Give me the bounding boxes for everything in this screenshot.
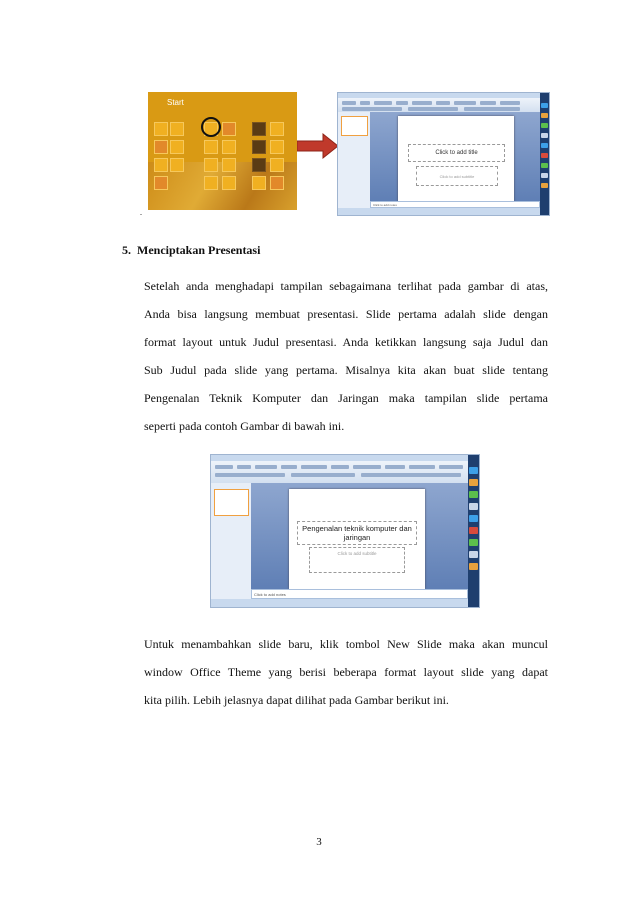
title-placeholder: Click to add title [408, 144, 505, 162]
highlight-circle [201, 117, 221, 137]
tile [154, 158, 168, 172]
figure-mark: . [140, 208, 142, 217]
subtitle-placeholder: Click to add subtitle [416, 166, 498, 186]
tile [252, 122, 266, 136]
title-text-box: Pengenalan teknik komputer dan jaringan [297, 521, 417, 545]
tile [222, 176, 236, 190]
tile [204, 140, 218, 154]
tile [204, 176, 218, 190]
slide-thumbnail [341, 116, 368, 136]
slide-thumbnail [214, 489, 249, 516]
tile [252, 140, 266, 154]
paragraph-1 [144, 272, 548, 440]
ribbon [338, 98, 549, 113]
subtitle-placeholder: Click to add subtitle [309, 547, 405, 573]
tile [222, 122, 236, 136]
powerpoint-screenshot [337, 92, 550, 216]
notes-pane: Click to add notes [251, 589, 468, 599]
start-screen-image [148, 92, 297, 210]
slide-thumbnails-pane [211, 483, 252, 599]
status-bar [338, 208, 540, 215]
taskbar [540, 93, 549, 215]
text-line: Sub Judul pada slide yang pertama. Misalnya kita akan buat slide tentang [144, 363, 548, 377]
text-line: format layout untuk Judul presentasi. Anda ketikkan langsung saja Judul dan [144, 335, 548, 349]
slide [289, 489, 425, 589]
tile [204, 158, 218, 172]
text-line: Pengenalan Teknik Komputer dan Jaringan maka tampilan slide pertama [144, 391, 548, 405]
start-label: Start [167, 98, 184, 107]
tile [270, 158, 284, 172]
taskbar [468, 455, 479, 607]
arrow-right-icon [297, 132, 339, 160]
slide-canvas [370, 112, 540, 201]
paragraph-2 [144, 630, 548, 714]
slide-canvas [251, 483, 468, 589]
slide-thumbnails-pane [338, 112, 371, 208]
ribbon [211, 461, 479, 484]
notes-pane: Click to add notes [370, 201, 540, 208]
tile [252, 176, 266, 190]
tile [270, 122, 284, 136]
tile [170, 122, 184, 136]
text-line: window Office Theme yang berisi beberapa format layout slide yang dapat [144, 665, 548, 679]
tile [170, 158, 184, 172]
text-line: Setelah anda menghadapi tampilan sebagaimana terlihat pada gambar di atas, [144, 279, 548, 293]
tile [170, 140, 184, 154]
text-line: kita pilih. Lebih jelasnya dapat dilihat pada Gambar berikut ini. [144, 693, 449, 707]
tile [270, 176, 284, 190]
text-line: seperti pada contoh Gambar di bawah ini. [144, 419, 345, 433]
powerpoint-screenshot-with-title [210, 454, 480, 608]
tile [252, 158, 266, 172]
section-title: Menciptakan Presentasi [137, 243, 261, 257]
tile [270, 140, 284, 154]
tile [154, 176, 168, 190]
tile [222, 158, 236, 172]
section-heading [122, 243, 260, 258]
text-line: Untuk menambahkan slide baru, klik tombol New Slide maka akan muncul [144, 637, 548, 651]
status-bar [211, 599, 468, 607]
page-number: 3 [316, 836, 322, 848]
slide [398, 116, 514, 202]
tile [154, 140, 168, 154]
text-line: Anda bisa langsung membuat presentasi. Slide pertama adalah slide dengan [144, 307, 548, 321]
tile [154, 122, 168, 136]
tile [222, 140, 236, 154]
section-number: 5. [122, 243, 131, 257]
